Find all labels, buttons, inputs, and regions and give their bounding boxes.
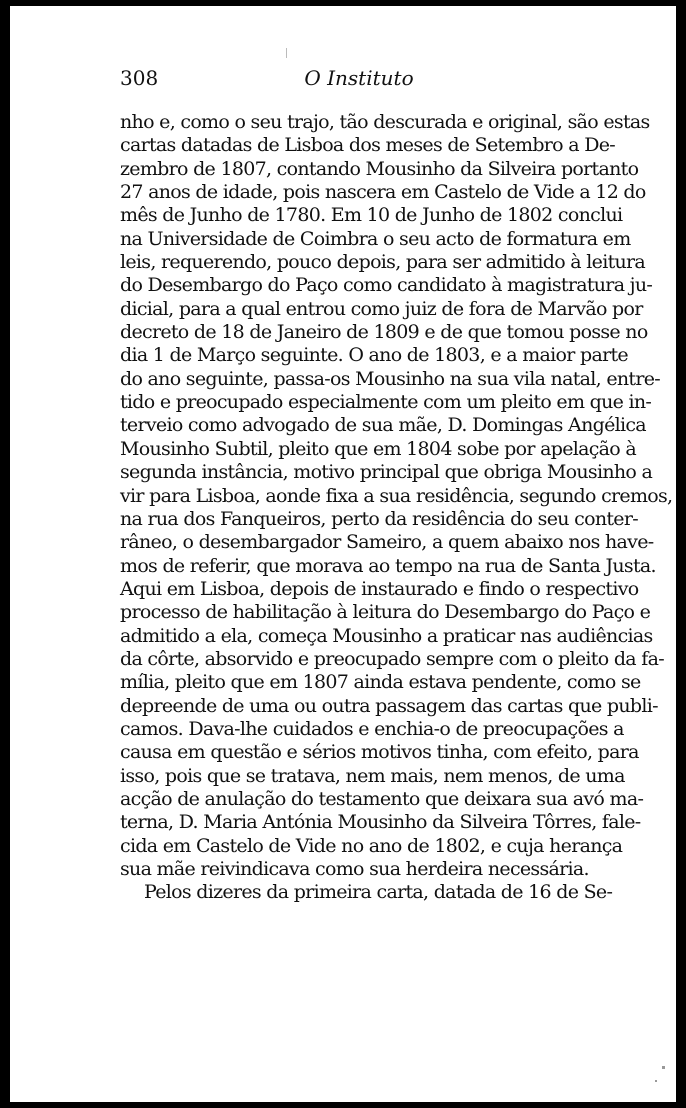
text-line: decreto de 18 de Janeiro de 1809 e de que tomou posse no <box>120 321 648 344</box>
text-line: tido e preocupado especialmente com um pleito em que in- <box>120 391 652 414</box>
text-line: râneo, o desembargador Sameiro, a quem abaixo nos have- <box>120 531 654 554</box>
paragraph <box>120 881 613 904</box>
text-line: na Universidade de Coimbra o seu acto de formatura em <box>120 227 631 250</box>
text-line: leis, requerendo, pouco depois, para ser admitido à leitura <box>120 251 646 274</box>
text-line: Pelos dizeres da primeira carta, datada de 16 de Se- <box>144 881 613 904</box>
text-line: Aqui em Lisboa, depois de instaurado e findo o respectivo <box>120 577 639 600</box>
running-title: O Instituto <box>304 66 414 90</box>
text-line: isso, pois que se tratava, nem mais, nem menos, de uma <box>120 764 625 787</box>
text-line: vir para Lisboa, aonde fixa a sua residência, segundo cremos, <box>120 484 673 507</box>
text-line: processo de habilitação à leitura do Desembargo do Paço e <box>120 601 651 624</box>
text-line: mília, pleito que em 1807 ainda estava pendente, como se <box>120 671 641 694</box>
text-line: do Desembargo do Paço como candidato à magistratura ju- <box>120 274 653 297</box>
text-line: 27 anos de idade, pois nascera em Castelo de Vide a 12 do <box>120 181 646 204</box>
scan-speck <box>286 48 287 58</box>
text-line: segunda instância, motivo principal que obriga Mousinho a <box>120 461 653 484</box>
text-line: cartas datadas de Lisboa dos meses de Setembro a De- <box>120 134 616 157</box>
text-line: mos de referir, que morava ao tempo na rua de Santa Justa. <box>120 554 656 577</box>
text-line: acção de anulação do testamento que deixara sua avó ma- <box>120 787 644 810</box>
text-line: admitido a ela, começa Mousinho a praticar nas audiências <box>120 624 653 647</box>
text-line: do ano seguinte, passa-os Mousinho na sua vila natal, entre- <box>120 367 660 390</box>
text-line: dicial, para a qual entrou como juiz de fora de Marvão por <box>120 297 643 320</box>
text-line: sua mãe reivindicava como sua herdeira necessária. <box>120 858 589 880</box>
text-line: terna, D. Maria Antónia Mousinho da Silveira Tôrres, fale- <box>120 811 641 834</box>
text-line: mês de Junho de 1780. Em 10 de Junho de 1802 conclui <box>120 204 623 227</box>
scan-speck <box>662 1066 665 1069</box>
text-line: terveio como advogado de sua mãe, D. Domingas Angélica <box>120 414 646 437</box>
page-header <box>120 66 598 92</box>
text-line: nho e, como o seu trajo, tão descurada e original, são estas <box>120 111 650 133</box>
scan-speck <box>655 1080 657 1082</box>
text-line: da côrte, absorvido e preocupado sempre com o pleito da fa- <box>120 647 664 670</box>
paragraph <box>120 111 673 881</box>
text-line: causa em questão e sérios motivos tinha, com efeito, para <box>120 741 639 764</box>
text-line: dia 1 de Março seguinte. O ano de 1803, e a maior parte <box>120 344 628 367</box>
page-number: 308 <box>120 66 159 90</box>
text-line: zembro de 1807, contando Mousinho da Silveira portanto <box>120 157 639 180</box>
text-line: camos. Dava-lhe cuidados e enchia-o de preocupações a <box>120 717 624 740</box>
text-line: na rua dos Fanqueiros, perto da residência do seu conter- <box>120 507 638 530</box>
text-line: depreende de uma ou outra passagem das cartas que publi- <box>120 694 658 717</box>
text-line: Mousinho Subtil, pleito que em 1804 sobe por apelação à <box>120 437 637 460</box>
text-line: cida em Castelo de Vide no ano de 1802, e cuja herança <box>120 834 623 857</box>
body-text <box>120 111 673 905</box>
